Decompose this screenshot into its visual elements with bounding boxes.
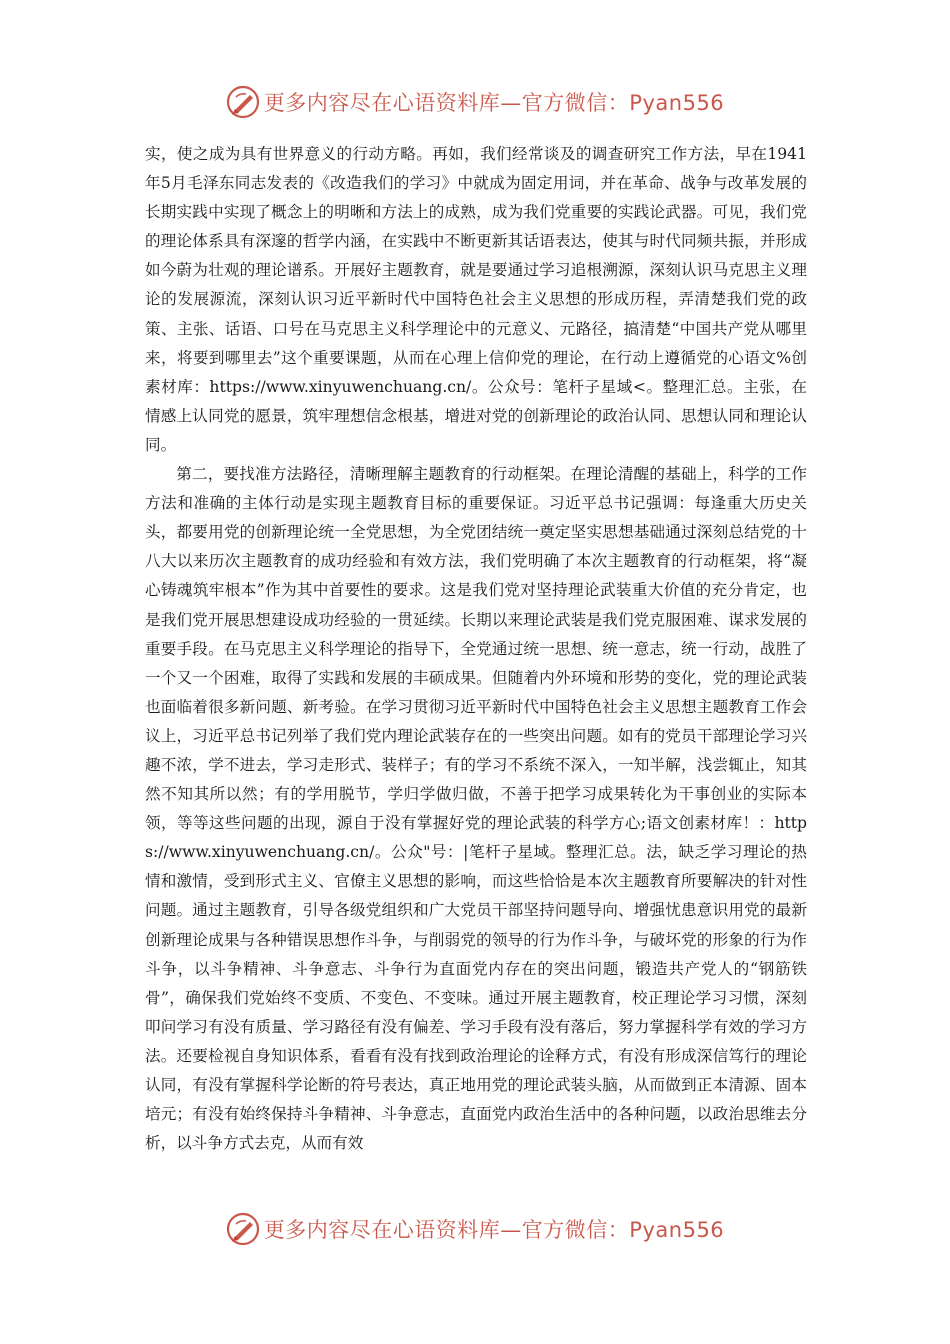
footer-watermark-banner	[0, 1207, 950, 1251]
pen-logo-icon	[226, 85, 260, 119]
header-watermark-banner	[0, 80, 950, 124]
footer-watermark-text: 更多内容尽在心语资料库—官方微信：Pyan556	[263, 1218, 725, 1242]
paragraph-2: 第二，要找准方法路径，清晰理解主题教育的行动框架。在理论清醒的基础上，科学的工作方法和准确的主体行动是实现主题教育目标的重要保证。习近平总书记强调：每逢重大历史关头，都要用党的创新理论统一全党思想，为全党团结统一奠定坚实思想基础通过深刻总结党的十八大以来历次主题教育的成功经验和有效方法，我们党明确了本次主题教育的行动框架，将“凝心铸魂筑牢根本”作为其中首要性的要求。这是我们党对坚持理论武装重大价值的充分肯定，也是我们党开展思想建设成功经验的一贯延续。长期以来理论武装是我们党克服困难、谋求发展的重要手段。在马克思主义科学理论的指导下，全党通过统一思想、统一意志，统一行动，战胜了一个又一个困难，取得了实践和发展的丰硕成果。但随着内外环境和形势的变化，党的理论武装也面临着很多新问题、新考验。在学习贯彻习近平新时代中国特色社会主义思想主题教育工作会议上，习近平总书记列举了我们党内理论武装存在的一些突出问题。如有的党员干部理论学习兴趣不浓，学不进去，学习走形式、装样子；有的学习不系统不深入，一知半解，浅尝辄止，知其然不知其所以然；有的学用脱节，学归学做归做，不善于把学习成果转化为干事创业的实际本领，等等这些问题的出现，源自于没有掌握好党的理论武装的科学方心;语文创素材库！：https://www.xinyuwenchuang.cn/。公众"号：|笔杆子星域。整理汇总。法，缺乏学习理论的热情和激情，受到形式主义、官僚主义思想的影响，而这些恰恰是本次主题教育所要解决的针对性问题。通过主题教育，引导各级党组织和广大党员干部坚持问题导向、增强忧患意识用党的最新创新理论成果与各种错误思想作斗争，与削弱党的领导的行为作斗争，与破坏党的形象的行为作斗争，以斗争精神、斗争意志、斗争行为直面党内存在的突出问题，锻造共产党人的“钢筋铁骨”，确保我们党始终不变质、不变色、不变味。通过开展主题教育，校正理论学习习惯，深刻叩问学习有没有质量、学习路径有没有偏差、学习手段有没有落后，努力掌握科学有效的学习方法。还要检视自身知识体系，看看有没有找到政治理论的诠释方式，有没有形成深信笃行的理论认同，有没有掌握科学论断的符号表达，真正地用党的理论武装头脑，从而做到正本清源、固本培元；有没有始终保持斗争精神、斗争意志，直面党内政治生活中的各种问题，以政治思维去分析，以斗争方式去克，从而有效	[145, 465, 807, 1153]
document-body	[145, 140, 807, 1158]
paragraph-1: 实，使之成为具有世界意义的行动方略。再如，我们经常谈及的调查研究工作方法，早在1941年5月毛泽东同志发表的《改造我们的学习》中就成为固定用词，并在革命、战争与改革发展的长期实践中实现了概念上的明晰和方法上的成熟，成为我们党重要的实践论武器。可见，我们党的理论体系具有深邃的哲学内涵，在实践中不断更新其话语表达，使其与时代同频共振，并形成如今蔚为壮观的理论谱系。开展好主题教育，就是要通过学习追根溯源，深刻认识马克思主义理论的发展源流，深刻认识习近平新时代中国特色社会主义思想的形成历程，弄清楚我们党的政策、主张、话语、口号在马克思主义科学理论中的元意义、元路径，搞清楚“中国共产党从哪里来，将要到哪里去”这个重要课题，从而在心理上信仰党的理论，在行动上遵循党的心语文%创素材库：https://www.xinyuwenchuang.cn/。公众号：笔杆子星域<。整理汇总。主张，在情感上认同党的愿景，筑牢理想信念根基，增进对党的创新理论的政治认同、思想认同和理论认同。	[145, 145, 807, 454]
header-watermark-text: 更多内容尽在心语资料库—官方微信：Pyan556	[263, 91, 725, 115]
pen-logo-icon	[226, 1212, 260, 1246]
